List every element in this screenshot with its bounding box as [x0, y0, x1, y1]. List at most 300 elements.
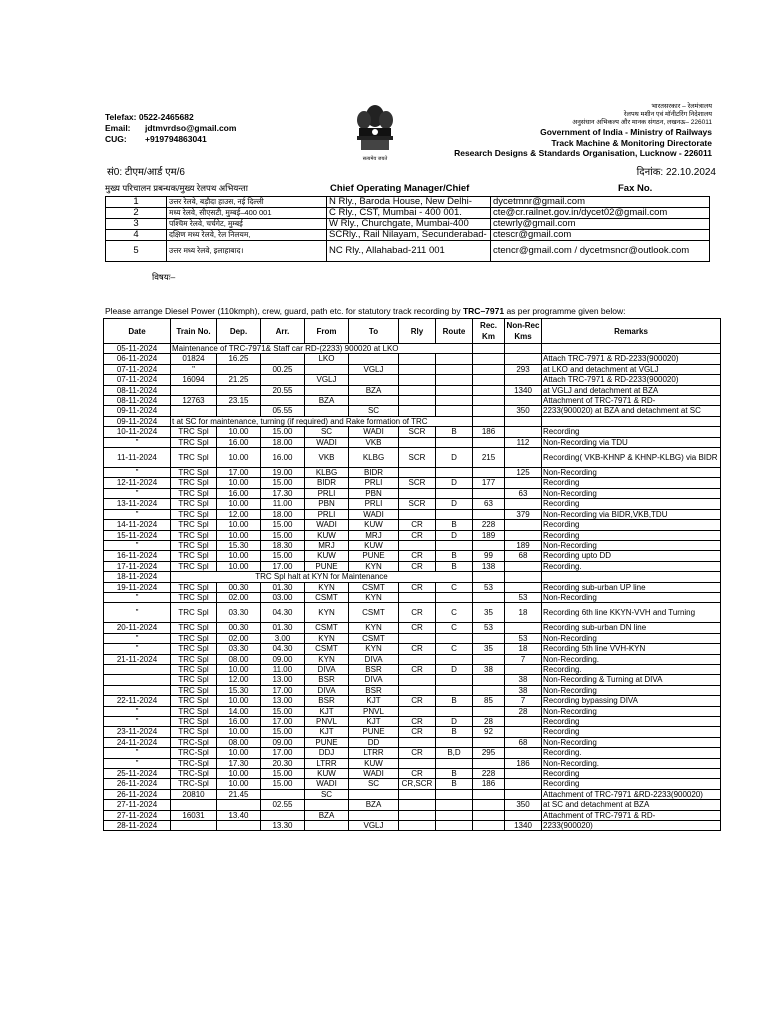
table-cell: PRLI [305, 509, 349, 519]
addressee-cell-n: 4 [106, 230, 167, 241]
table-cell: CR [399, 696, 436, 706]
table-cell [217, 800, 261, 810]
table-cell: 13.30 [261, 821, 305, 831]
table-cell [505, 427, 542, 437]
table-cell: 03.30 [217, 644, 261, 654]
remarks-cell: Recording( VKB-KHNP & KHNP-KLBG) via BIDR [542, 448, 721, 468]
table-cell [104, 664, 171, 674]
table-cell: VKB [349, 437, 399, 447]
table-cell [436, 737, 473, 747]
table-cell: KYN [349, 623, 399, 633]
table-row [104, 437, 721, 447]
email-label: Email: [105, 123, 131, 133]
table-cell: 379 [505, 509, 542, 519]
table-cell: 16.00 [217, 437, 261, 447]
table-cell [473, 810, 505, 820]
table-cell [399, 737, 436, 747]
addressee-cell-fax: dycetmnr@gmail.com [491, 197, 710, 208]
table-cell: MRJ [305, 540, 349, 550]
table-cell: 20-11-2024 [104, 623, 171, 633]
date-cell: 09-11-2024 [104, 416, 171, 426]
table-cell: 24-11-2024 [104, 737, 171, 747]
table-row [104, 603, 721, 623]
table-cell: 16.00 [261, 448, 305, 468]
addressee-row [106, 197, 710, 208]
table-cell [399, 758, 436, 768]
table-cell: " [171, 364, 217, 374]
email-value: jdtmvrdso@gmail.com [145, 123, 237, 133]
table-cell: 22-11-2024 [104, 696, 171, 706]
remarks-cell: Non-Recording [542, 540, 721, 550]
table-cell: CR [399, 727, 436, 737]
table-cell: " [104, 758, 171, 768]
table-cell [436, 685, 473, 695]
column-header: Train No. [171, 319, 217, 344]
table-cell: 10.00 [217, 727, 261, 737]
table-cell: 15.00 [261, 551, 305, 561]
empty-cell [473, 416, 505, 426]
table-cell: 18.30 [261, 540, 305, 550]
table-cell: 53 [473, 623, 505, 633]
table-cell: 27-11-2024 [104, 800, 171, 810]
table-cell [473, 821, 505, 831]
table-cell: 350 [505, 406, 542, 416]
table-cell: 17.00 [261, 748, 305, 758]
table-cell: PBN [305, 499, 349, 509]
table-cell [505, 520, 542, 530]
table-row [104, 737, 721, 747]
table-cell [436, 758, 473, 768]
table-cell: 00.25 [261, 364, 305, 374]
remarks-cell: Recording [542, 727, 721, 737]
table-cell [473, 354, 505, 364]
table-cell [436, 800, 473, 810]
table-cell: VGLJ [349, 364, 399, 374]
remarks-cell: Non-Recording [542, 685, 721, 695]
table-cell: CR [399, 664, 436, 674]
table-cell: 01.30 [261, 582, 305, 592]
table-cell: 68 [505, 551, 542, 561]
table-row [104, 654, 721, 664]
table-cell [473, 654, 505, 664]
remarks-cell: Non-Recording [542, 706, 721, 716]
table-cell: 186 [473, 427, 505, 437]
table-cell [399, 354, 436, 364]
org-hindi-2: रेलपथ मशीन एवं मॉनीटरिंग निदेशालय [623, 111, 712, 118]
table-cell: TRC Spl [171, 530, 217, 540]
table-cell [399, 396, 436, 406]
reference-number: सं0: टीएम/आर्ड एम/6 [107, 167, 185, 178]
table-row [104, 582, 721, 592]
table-cell: KYN [349, 561, 399, 571]
table-cell: 85 [473, 696, 505, 706]
table-cell [473, 364, 505, 374]
table-row [104, 354, 721, 364]
addressee-cell-en: NC Rly., Allahabad-211 001 [327, 241, 491, 262]
table-cell [505, 561, 542, 571]
table-cell: TRC Spl [171, 561, 217, 571]
table-cell [505, 748, 542, 758]
addressee-cell-en: W Rly., Churchgate, Mumbai-400 [327, 219, 491, 230]
table-cell: KJT [305, 706, 349, 716]
table-cell: TRC Spl [171, 488, 217, 498]
table-cell: CR [399, 520, 436, 530]
remarks-cell: Non-Recording. [542, 758, 721, 768]
addressee-table [105, 196, 710, 262]
table-cell [399, 810, 436, 820]
table-cell: 10.00 [217, 769, 261, 779]
table-cell: 189 [473, 530, 505, 540]
table-cell: KYN [305, 582, 349, 592]
table-cell: 10.00 [217, 478, 261, 488]
table-cell: 27-11-2024 [104, 810, 171, 820]
table-cell: KJT [349, 696, 399, 706]
table-cell: D [436, 664, 473, 674]
empty-cell [473, 572, 505, 582]
table-cell: 10.00 [217, 448, 261, 468]
table-cell: C [436, 644, 473, 654]
table-cell [436, 385, 473, 395]
table-cell: 38 [505, 675, 542, 685]
table-row [104, 572, 721, 582]
table-cell [473, 789, 505, 799]
table-cell: " [104, 540, 171, 550]
table-cell: B [436, 561, 473, 571]
date-cell: 05-11-2024 [104, 344, 171, 354]
addressee-head-hindi: मुख्य परिचालन प्रबन्धक/मुख्य रेलपथ अभियन्ता [105, 183, 248, 193]
table-row [104, 530, 721, 540]
remarks-cell: Non-Recording [542, 488, 721, 498]
table-cell: 228 [473, 520, 505, 530]
column-header: Route [436, 319, 473, 344]
table-cell [436, 375, 473, 385]
table-row [104, 810, 721, 820]
table-cell: 04.30 [261, 644, 305, 654]
table-cell: SCR [399, 427, 436, 437]
table-cell: TRC Spl [171, 520, 217, 530]
remarks-cell: Attach TRC-7971 & RD-2233(900020) [542, 354, 721, 364]
table-cell: MRJ [349, 530, 399, 540]
table-cell: 07-11-2024 [104, 375, 171, 385]
table-cell: 17-11-2024 [104, 561, 171, 571]
table-cell: 15.00 [261, 727, 305, 737]
table-cell: CR [399, 530, 436, 540]
table-cell: WADI [349, 769, 399, 779]
organisation-block [412, 103, 712, 159]
table-cell: D [436, 530, 473, 540]
table-cell: 16-11-2024 [104, 551, 171, 561]
table-row [104, 488, 721, 498]
table-row [104, 427, 721, 437]
table-row [104, 800, 721, 810]
table-cell: B [436, 427, 473, 437]
table-row [104, 706, 721, 716]
table-cell: 7 [505, 696, 542, 706]
table-cell: 17.00 [261, 717, 305, 727]
table-cell: 228 [473, 769, 505, 779]
table-cell: 11.00 [261, 499, 305, 509]
table-cell: SC [349, 779, 399, 789]
table-cell: SC [305, 427, 349, 437]
table-cell: 15.00 [261, 779, 305, 789]
table-cell: 13.00 [261, 675, 305, 685]
addressee-cell-fax: ctencr@gmail.com / dycetmsncr@outlook.com [491, 241, 710, 262]
table-cell [399, 633, 436, 643]
table-row [104, 789, 721, 799]
table-header-row [104, 319, 721, 344]
table-cell [436, 592, 473, 602]
remarks-cell: at SC and detachment at BZA [542, 800, 721, 810]
table-cell [473, 540, 505, 550]
table-cell [399, 675, 436, 685]
remarks-cell: Recording sub-urban UP line [542, 582, 721, 592]
table-cell: PNVL [305, 717, 349, 727]
table-cell: 38 [505, 685, 542, 695]
table-cell: 05.55 [261, 406, 305, 416]
table-cell: " [104, 633, 171, 643]
table-cell: 15.30 [217, 540, 261, 550]
table-cell: 10.00 [217, 748, 261, 758]
cug-value: +919794863041 [145, 134, 207, 144]
addressee-cell-hi: उत्तर रेलवे, बड़ौदा हाउस, नई दिल्ली [167, 197, 327, 208]
remarks-cell: 2233(900020) at BZA and detachment at SC [542, 406, 721, 416]
table-cell: DD [349, 737, 399, 747]
date-cell: 18-11-2024 [104, 572, 171, 582]
table-cell: " [104, 717, 171, 727]
table-cell: KUW [349, 540, 399, 550]
table-cell: KUW [305, 530, 349, 540]
table-cell: CR [399, 748, 436, 758]
table-row [104, 385, 721, 395]
addressee-cell-hi: उत्तर मध्य रेलवे, इलाहाबाद। [167, 241, 327, 262]
table-cell: 16.00 [217, 717, 261, 727]
table-cell [261, 789, 305, 799]
addressee-cell-n: 2 [106, 208, 167, 219]
table-cell: TRC-Spl [171, 779, 217, 789]
table-cell: TRC Spl [171, 468, 217, 478]
table-cell: CSMT [349, 633, 399, 643]
addressee-row [106, 241, 710, 262]
column-header: Remarks [542, 319, 721, 344]
table-cell: " [104, 748, 171, 758]
table-row [104, 717, 721, 727]
remarks-cell: Non-Recording [542, 737, 721, 747]
table-cell: 15.00 [261, 478, 305, 488]
table-cell: 07-11-2024 [104, 364, 171, 374]
remarks-cell: Recording. [542, 748, 721, 758]
table-cell: CSMT [349, 603, 399, 623]
table-row [104, 696, 721, 706]
table-cell: TRC Spl [171, 654, 217, 664]
table-cell [505, 478, 542, 488]
org-en-1: Government of India - Ministry of Railways [540, 127, 712, 137]
table-cell: TRC Spl [171, 706, 217, 716]
table-cell: 08.00 [217, 737, 261, 747]
table-cell [505, 769, 542, 779]
table-cell: 1340 [505, 821, 542, 831]
remarks-cell: Recording. [542, 561, 721, 571]
table-cell [473, 800, 505, 810]
table-cell [473, 706, 505, 716]
table-cell [473, 737, 505, 747]
org-hindi-3: अनुसंधान अभिकल्प और मानक संगठन, लखनऊ– 226011 [572, 119, 712, 126]
remarks-cell: Attachment of TRC-7971 & RD- [542, 810, 721, 820]
table-cell: WADI [349, 509, 399, 519]
table-cell: 09.00 [261, 737, 305, 747]
table-cell: 17.30 [261, 488, 305, 498]
table-cell [505, 396, 542, 406]
addressee-row [106, 208, 710, 219]
table-cell: 02.55 [261, 800, 305, 810]
table-cell [399, 385, 436, 395]
table-cell [305, 385, 349, 395]
addressee-cell-hi: दक्षिण मध्य रेलवे, रेल निलयम, [167, 230, 327, 241]
table-cell: SC [349, 406, 399, 416]
table-cell: 28 [473, 717, 505, 727]
table-cell: KUW [349, 520, 399, 530]
table-cell: D [436, 717, 473, 727]
table-cell [261, 396, 305, 406]
table-cell [473, 633, 505, 643]
table-cell: 18.00 [261, 509, 305, 519]
table-cell: 08.00 [217, 654, 261, 664]
table-cell [505, 717, 542, 727]
table-cell: KYN [305, 654, 349, 664]
table-cell: TRC Spl [171, 696, 217, 706]
table-cell: 99 [473, 551, 505, 561]
table-cell [436, 789, 473, 799]
table-cell: TRC Spl [171, 499, 217, 509]
remarks-cell: Recording [542, 717, 721, 727]
table-cell: TRC Spl [171, 717, 217, 727]
remarks-cell: Recording. [542, 664, 721, 674]
column-header: Rec. Km [473, 319, 505, 344]
table-cell: " [104, 437, 171, 447]
table-cell: 11.00 [261, 664, 305, 674]
table-row [104, 664, 721, 674]
table-row [104, 509, 721, 519]
table-cell [349, 396, 399, 406]
addressee-row [106, 230, 710, 241]
table-cell [399, 375, 436, 385]
table-cell: DIVA [305, 685, 349, 695]
table-cell [473, 396, 505, 406]
addressee-cell-en: N Rly., Baroda House, New Delhi- [327, 197, 491, 208]
table-row [104, 748, 721, 758]
table-cell: VGLJ [349, 821, 399, 831]
table-cell: TRC Spl [171, 592, 217, 602]
table-cell: TRC-Spl [171, 769, 217, 779]
table-cell: D [436, 448, 473, 468]
table-cell [399, 437, 436, 447]
table-cell: 63 [473, 499, 505, 509]
table-cell [399, 821, 436, 831]
table-cell: 16.25 [217, 354, 261, 364]
table-cell: B [436, 769, 473, 779]
table-cell: DIVA [349, 654, 399, 664]
table-cell: 03.30 [217, 603, 261, 623]
table-cell [505, 375, 542, 385]
addressee-cell-en: SCRly., Rail Nilayam, Secunderabad- [327, 230, 491, 241]
table-cell: CSMT [349, 582, 399, 592]
table-cell: CSMT [305, 592, 349, 602]
table-cell: 13.40 [217, 810, 261, 820]
table-cell: BIDR [305, 478, 349, 488]
remarks-cell: Recording 5th line VVH-KYN [542, 644, 721, 654]
table-cell: B [436, 696, 473, 706]
table-cell: 28 [505, 706, 542, 716]
table-cell: 10.00 [217, 530, 261, 540]
table-cell [505, 354, 542, 364]
table-cell: 21.45 [217, 789, 261, 799]
table-cell: 53 [473, 582, 505, 592]
addressee-row [106, 219, 710, 230]
table-cell: 215 [473, 448, 505, 468]
table-cell [217, 821, 261, 831]
table-cell [436, 675, 473, 685]
table-cell: 38 [473, 664, 505, 674]
table-cell: 01824 [171, 354, 217, 364]
table-cell: 138 [473, 561, 505, 571]
table-cell: 19.00 [261, 468, 305, 478]
remarks-cell: Recording [542, 427, 721, 437]
table-cell: 04.30 [261, 603, 305, 623]
table-cell: TRC-Spl [171, 737, 217, 747]
table-cell: 00.30 [217, 582, 261, 592]
table-cell: KJT [349, 717, 399, 727]
table-cell [473, 675, 505, 685]
table-cell [217, 385, 261, 395]
remarks-cell: Recording [542, 530, 721, 540]
table-cell: " [104, 603, 171, 623]
table-cell: 19-11-2024 [104, 582, 171, 592]
remarks-cell: Recording 6th line KKYN-VVH and Turning [542, 603, 721, 623]
table-row [104, 396, 721, 406]
table-cell: KLBG [349, 448, 399, 468]
remarks-cell: Recording [542, 779, 721, 789]
table-cell: " [104, 592, 171, 602]
table-cell: C [436, 623, 473, 633]
table-cell: 21-11-2024 [104, 654, 171, 664]
table-row [104, 499, 721, 509]
table-cell: 16031 [171, 810, 217, 820]
table-row [104, 551, 721, 561]
table-cell: 15.00 [261, 520, 305, 530]
remarks-cell: Attachment of TRC-7971 & RD- [542, 396, 721, 406]
table-cell: BSR [349, 664, 399, 674]
intro-text: Please arrange Diesel Power (110kmph), crew, guard, path etc. for statutory track recording by TRC–7971 as per programme given below: [105, 306, 626, 316]
table-cell: 63 [505, 488, 542, 498]
table-cell: 53 [505, 633, 542, 643]
table-cell [399, 488, 436, 498]
empty-cell [505, 416, 542, 426]
table-cell: B,D [436, 748, 473, 758]
table-row [104, 727, 721, 737]
table-cell: TRC Spl [171, 551, 217, 561]
table-cell: 189 [505, 540, 542, 550]
table-cell [104, 675, 171, 685]
table-cell: TRC Spl [171, 664, 217, 674]
table-cell: CR [399, 582, 436, 592]
table-cell: " [104, 488, 171, 498]
merged-note-cell: TRC Spl halt at KYN for Maintenance [171, 572, 473, 582]
table-cell [399, 685, 436, 695]
table-cell [305, 364, 349, 374]
column-header: Non-Rec Kms [505, 319, 542, 344]
table-cell: 02.00 [217, 633, 261, 643]
table-cell: CR [399, 551, 436, 561]
table-cell: 14.00 [217, 706, 261, 716]
